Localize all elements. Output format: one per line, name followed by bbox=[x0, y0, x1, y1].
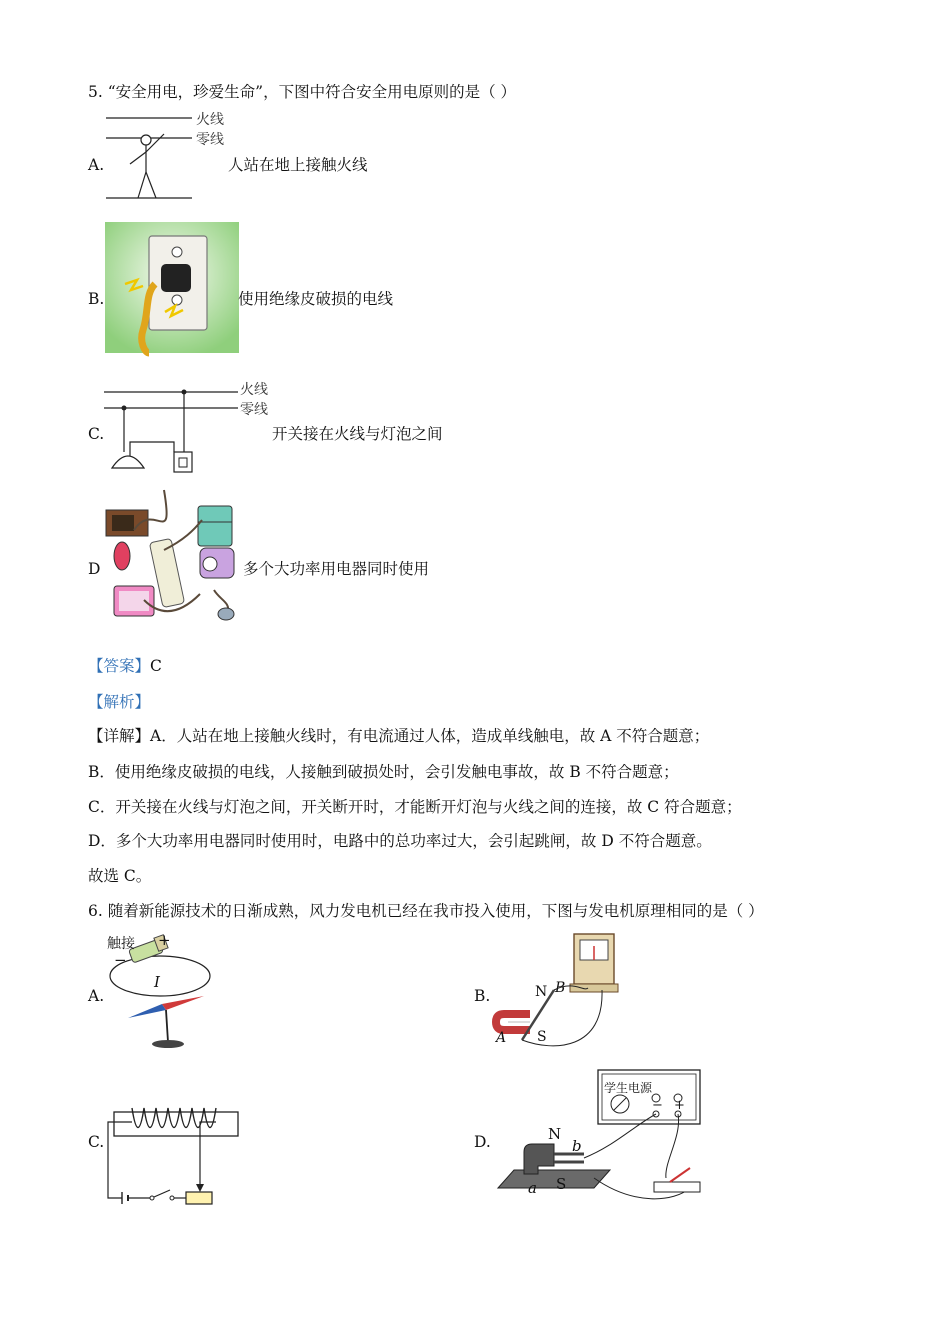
q6-option-c-letter: C. bbox=[88, 1133, 105, 1151]
q6-stem: 6. 随着新能源技术的日渐成熟，风力发电机已经在我市投入使用，下图与发电机原理相同的是（ ） bbox=[88, 902, 764, 920]
explanation-a: A．人站在地上接触火线时，有电流通过人体，造成单线触电，故 A 不符合题意； bbox=[150, 727, 710, 745]
q6-b-a-label: A bbox=[496, 1030, 507, 1046]
explanation-b: B．使用绝缘皮破损的电线，人接触到破损处时，会引发触电事故，故 B 不符合题意； bbox=[88, 763, 679, 781]
q5-stem: 5. “安全用电，珍爱生命”，下图中符合安全用电原则的是（ ） bbox=[88, 83, 516, 101]
explanation-c: C．开关接在火线与灯泡之间，开关断开时，才能断开灯泡与火线之间的连接，故 C 符合题意； bbox=[88, 798, 742, 816]
q5-option-d-caption: 多个大功率用电器同时使用 bbox=[243, 560, 430, 578]
q6-b-s-label: S bbox=[537, 1029, 547, 1045]
q5-option-c-letter: C. bbox=[88, 425, 105, 443]
q6-d-supply-label: 学生电源 bbox=[604, 1081, 653, 1095]
detail-label: 【详解】 bbox=[88, 727, 151, 745]
q6-option-a-letter: A. bbox=[88, 987, 105, 1005]
explanation-d: D．多个大功率用电器同时使用时，电路中的总功率过大，会引起跳闸，故 D 不符合题意。 bbox=[88, 832, 712, 850]
q5-option-b-letter: B. bbox=[88, 290, 105, 308]
q5-a-live-label: 火线 bbox=[196, 112, 224, 128]
solenoid-circuit-figure bbox=[104, 1108, 244, 1210]
q6-a-current-label: I bbox=[154, 973, 160, 991]
analysis-label: 【解析】 bbox=[88, 693, 151, 711]
answer-value: C bbox=[150, 657, 162, 675]
q6-d-s-label: S bbox=[556, 1175, 567, 1193]
q6-option-d-letter: D. bbox=[474, 1133, 491, 1151]
answer-line bbox=[88, 656, 162, 676]
q6-d-a-label: a bbox=[528, 1179, 537, 1197]
overloaded-power-strip-figure bbox=[104, 490, 244, 626]
q5-c-neutral-label: 零线 bbox=[240, 402, 268, 418]
q5-option-b-caption: 使用绝缘皮破损的电线 bbox=[238, 290, 394, 308]
explanation-line-a bbox=[88, 726, 709, 746]
q6-a-minus-label: − bbox=[114, 951, 127, 969]
q6-d-minus-label: − bbox=[652, 1098, 663, 1113]
q6-option-b-letter: B. bbox=[474, 987, 491, 1005]
switch-lamp-circuit-figure bbox=[104, 384, 254, 476]
q6-d-plus-label: + bbox=[674, 1098, 685, 1113]
q6-a-touch-label: 触接 bbox=[107, 936, 135, 952]
q5-option-a-letter: A. bbox=[88, 156, 105, 174]
q5-option-a-caption: 人站在地上接触火线 bbox=[228, 156, 368, 174]
damaged-wire-outlet-figure bbox=[105, 222, 239, 353]
answer-label: 【答案】 bbox=[88, 657, 151, 675]
q6-d-n-label: N bbox=[548, 1125, 562, 1143]
conclusion: 故选 C。 bbox=[88, 867, 152, 885]
q5-a-neutral-label: 零线 bbox=[196, 132, 224, 148]
q5-option-d-letter: D bbox=[88, 560, 101, 578]
q6-b-n-label: N bbox=[535, 984, 548, 1000]
q6-d-b-label: b bbox=[572, 1137, 582, 1155]
q6-a-plus-label: + bbox=[158, 931, 171, 949]
q5-option-c-caption: 开关接在火线与灯泡之间 bbox=[272, 425, 443, 443]
q6-b-b-label: B bbox=[555, 980, 566, 996]
q5-c-live-label: 火线 bbox=[240, 382, 268, 398]
